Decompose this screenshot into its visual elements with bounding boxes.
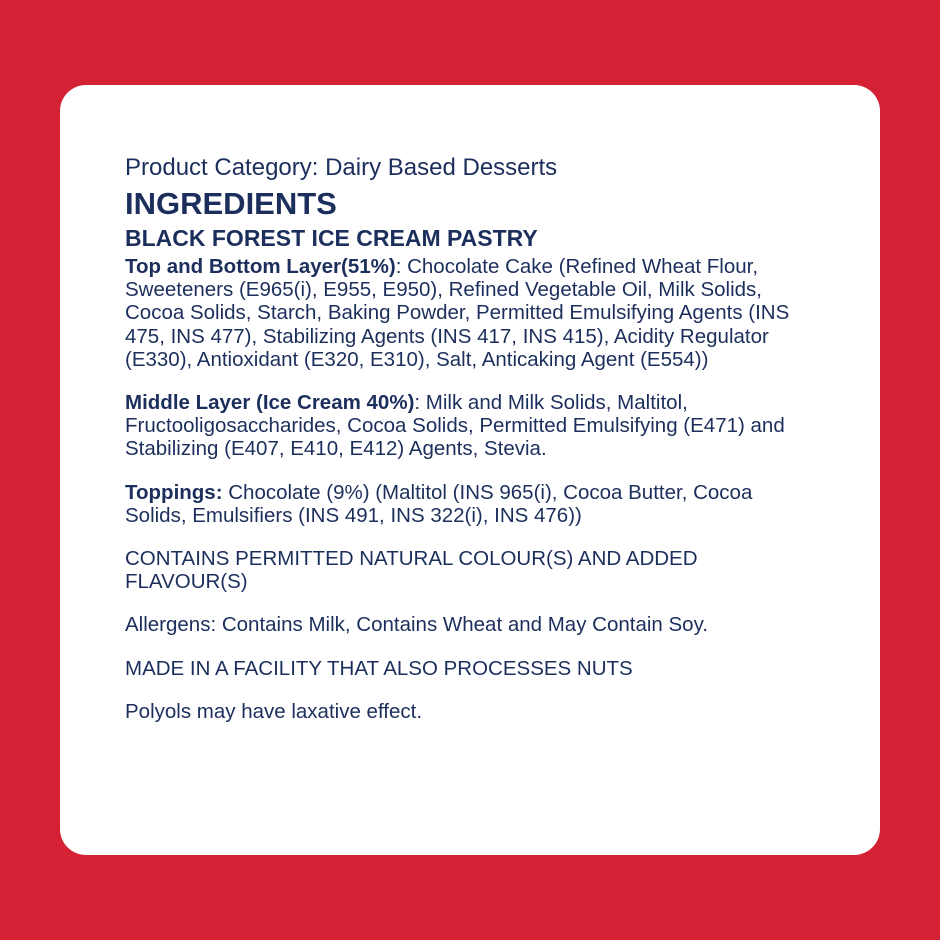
ingredients-card [60,85,880,855]
product-category: Product Category: Dairy Based Desserts [125,154,558,181]
polyols-warning: Polyols may have laxative effect. [125,699,423,723]
ingredients-content [125,153,805,723]
top-bottom-layer-text: : Chocolate Cake (Refined Wheat Flour, Sweeteners (E965(i), E955, E950), Refined Vegetable Oil, Milk Solids, Cocoa Solids, Starch, Baking Powder, Permitted Emulsifying Agents (INS 475, INS 477), Stabilizing Agents (INS 417, INS 415), Acidity Regulator (E330), Antioxidant (E320, E310), Salt, Anticaking Agent (E554)) [125,255,790,371]
middle-layer-paragraph [125,391,805,461]
ingredients-heading: INGREDIENTS [125,186,337,221]
middle-layer-label: Middle Layer (Ice Cream 40%) [125,391,415,415]
product-name: BLACK FOREST ICE CREAM PASTRY [125,225,538,251]
colour-statement: CONTAINS PERMITTED NATURAL COLOUR(S) AND ADDED FLAVOUR(S) [125,547,698,594]
middle-layer-text: : Milk and Milk Solids, Maltitol, Fructooligosaccharides, Cocoa Solids, Permitted Emulsifying (E471) and Stabilizing (E407, E410, E412) Agents, Stevia. [125,391,785,461]
allergens-statement: Allergens: Contains Milk, Contains Wheat and May Contain Soy. [125,613,709,637]
top-bottom-layer-label: Top and Bottom Layer(51%) [125,255,396,278]
facility-statement: MADE IN A FACILITY THAT ALSO PROCESSES NUTS [125,656,633,680]
toppings-paragraph [125,481,805,527]
toppings-text: Chocolate (9%) (Maltitol (INS 965(i), Cocoa Butter, Cocoa Solids, Emulsifiers (INS 491, INS 322(i), INS 476)) [125,480,753,527]
toppings-label: Toppings: [125,480,223,504]
top-bottom-layer-paragraph [125,255,805,371]
